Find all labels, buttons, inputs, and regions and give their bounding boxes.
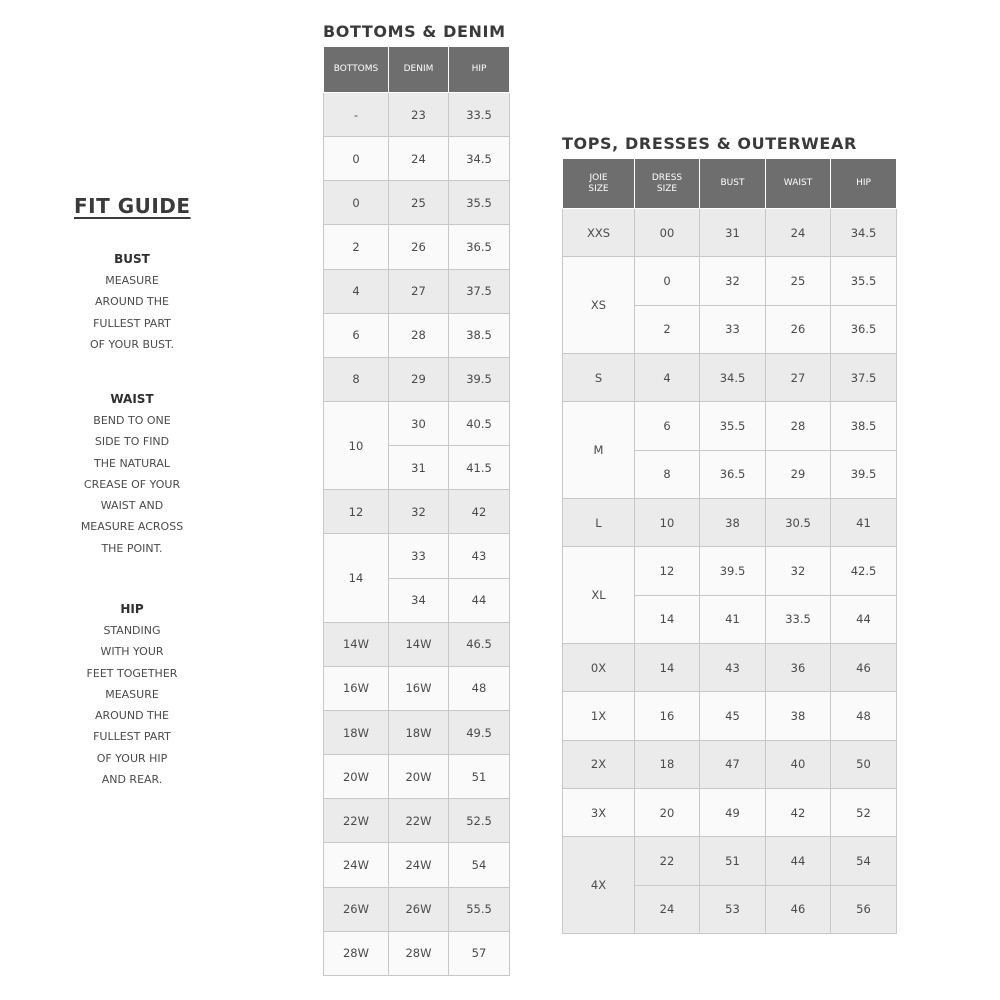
value-cell: 20W <box>389 755 449 799</box>
value-cell: 31 <box>389 446 449 490</box>
value-cell: 22W <box>389 799 449 843</box>
value-cell: 29 <box>766 450 831 498</box>
table-row <box>563 740 897 788</box>
table-row <box>563 692 897 740</box>
value-cell: 51 <box>449 755 510 799</box>
table-row <box>563 498 897 546</box>
value-cell: 46 <box>766 885 831 933</box>
value-cell: 44 <box>831 595 897 643</box>
value-cell: 8 <box>635 450 700 498</box>
value-cell: 54 <box>449 843 510 887</box>
value-cell: 34.5 <box>700 353 766 401</box>
value-cell: 55.5 <box>449 887 510 931</box>
size-cell: XXS <box>563 209 635 257</box>
table-row <box>324 799 510 843</box>
value-cell: 48 <box>831 692 897 740</box>
fit-guide-line: OF YOUR BUST. <box>90 337 174 351</box>
value-cell: 36.5 <box>831 305 897 353</box>
fit-guide-line: AND REAR. <box>101 773 163 787</box>
value-cell: 35.5 <box>700 402 766 450</box>
fit-guide-line: FULLEST PART <box>93 730 171 744</box>
value-cell: 39.5 <box>831 450 897 498</box>
table-row <box>324 666 510 710</box>
table-row <box>324 931 510 975</box>
table-row <box>563 353 897 401</box>
value-cell: 38 <box>766 692 831 740</box>
table-row <box>324 357 510 401</box>
value-cell: 33 <box>389 534 449 578</box>
table-row <box>324 137 510 181</box>
value-cell: 4 <box>635 353 700 401</box>
value-cell: 35.5 <box>831 257 897 305</box>
value-cell: 50 <box>831 740 897 788</box>
value-cell: 30 <box>389 401 449 445</box>
value-cell: 33.5 <box>449 93 510 137</box>
value-cell: 43 <box>449 534 510 578</box>
value-cell: 32 <box>389 490 449 534</box>
value-cell: 35.5 <box>449 181 510 225</box>
bottoms-title: BOTTOMS & DENIM <box>323 22 506 41</box>
value-cell: 36.5 <box>449 225 510 269</box>
value-cell: 40 <box>766 740 831 788</box>
header-row <box>563 159 897 209</box>
value-cell: 16W <box>389 666 449 710</box>
column-header: BOTTOMS <box>324 47 389 93</box>
size-cell: XL <box>563 547 635 644</box>
size-cell: S <box>563 353 635 401</box>
value-cell: 36 <box>766 643 831 691</box>
value-cell: 18W <box>389 710 449 754</box>
fit-guide-line: OF YOUR HIP <box>96 751 168 765</box>
value-cell: 39.5 <box>449 357 510 401</box>
table-row <box>324 534 510 578</box>
value-cell: 20 <box>635 788 700 836</box>
size-cell: - <box>324 93 389 137</box>
fit-guide-line: MEASURE <box>105 274 159 287</box>
table-row <box>324 490 510 534</box>
column-header-line: HIP <box>856 178 871 188</box>
value-cell: 26 <box>766 305 831 353</box>
fit-guide-line: CREASE OF YOUR <box>83 477 181 491</box>
value-cell: 42 <box>449 490 510 534</box>
table-row <box>563 257 897 305</box>
table-row <box>324 887 510 931</box>
table-row <box>324 622 510 666</box>
column-header-line: SIZE <box>588 183 609 194</box>
value-cell: 34.5 <box>449 137 510 181</box>
value-cell: 26W <box>389 887 449 931</box>
fit-guide-line: FULLEST PART <box>93 316 171 330</box>
table-row <box>324 313 510 357</box>
column-header-line: BUST <box>720 178 745 188</box>
column-header-line: SIZE <box>656 183 678 194</box>
size-cell: 24W <box>324 843 389 887</box>
value-cell: 32 <box>766 547 831 595</box>
size-cell: 8 <box>324 357 389 401</box>
table-row <box>324 710 510 754</box>
fit-guide-heading: BUST <box>114 252 150 266</box>
value-cell: 33.5 <box>766 595 831 643</box>
value-cell: 27 <box>766 353 831 401</box>
value-cell: 00 <box>635 209 700 257</box>
column-header <box>831 159 897 209</box>
value-cell: 28 <box>766 402 831 450</box>
fit-guide-line: MEASURE <box>105 687 159 701</box>
table-row <box>563 788 897 836</box>
value-cell: 39.5 <box>700 547 766 595</box>
size-cell: 0X <box>563 643 635 691</box>
value-cell: 36.5 <box>700 450 766 498</box>
value-cell: 28W <box>389 931 449 975</box>
size-cell: 28W <box>324 931 389 975</box>
value-cell: 52 <box>831 788 897 836</box>
fit-guide-title: FIT GUIDE <box>74 194 191 218</box>
tops-size-table <box>562 158 897 934</box>
value-cell: 38.5 <box>449 313 510 357</box>
size-cell: 14W <box>324 622 389 666</box>
fit-guide-line: WAIST AND <box>100 499 164 513</box>
tops-title: TOPS, DRESSES & OUTERWEAR <box>562 134 857 153</box>
value-cell: 30.5 <box>766 498 831 546</box>
column-header <box>700 159 766 209</box>
column-header-line: WAIST <box>783 178 813 188</box>
size-cell: 4X <box>563 837 635 934</box>
size-cell: 2X <box>563 740 635 788</box>
column-header <box>635 159 700 209</box>
value-cell: 16 <box>635 692 700 740</box>
fit-guide-section <box>64 248 200 355</box>
size-cell: 18W <box>324 710 389 754</box>
size-cell: 3X <box>563 788 635 836</box>
value-cell: 45 <box>700 692 766 740</box>
table-row <box>563 209 897 257</box>
value-cell: 41 <box>700 595 766 643</box>
value-cell: 46 <box>831 643 897 691</box>
value-cell: 48 <box>449 666 510 710</box>
column-header-line: DRESS <box>651 172 683 183</box>
table-row <box>324 755 510 799</box>
size-cell: XS <box>563 257 635 354</box>
fit-guide-line: BEND TO ONE <box>93 414 171 427</box>
value-cell: 54 <box>831 837 897 885</box>
fit-guide-line: THE POINT. <box>101 541 163 555</box>
table-row <box>563 643 897 691</box>
column-header <box>766 159 831 209</box>
size-cell: 16W <box>324 666 389 710</box>
value-cell: 56 <box>831 885 897 933</box>
fit-guide-section <box>64 598 200 790</box>
value-cell: 24 <box>766 209 831 257</box>
size-cell: 0 <box>324 137 389 181</box>
value-cell: 10 <box>635 498 700 546</box>
value-cell: 53 <box>700 885 766 933</box>
value-cell: 38 <box>700 498 766 546</box>
column-header: HIP <box>449 47 510 93</box>
value-cell: 44 <box>766 837 831 885</box>
column-header-line: JOIE <box>589 172 608 183</box>
value-cell: 26 <box>389 225 449 269</box>
size-cell: 22W <box>324 799 389 843</box>
size-cell: M <box>563 402 635 499</box>
value-cell: 12 <box>635 547 700 595</box>
size-cell: 4 <box>324 269 389 313</box>
value-cell: 28 <box>389 313 449 357</box>
value-cell: 47 <box>700 740 766 788</box>
value-cell: 52.5 <box>449 799 510 843</box>
bottoms-size-table <box>323 46 510 976</box>
table-row <box>324 269 510 313</box>
value-cell: 14W <box>389 622 449 666</box>
value-cell: 23 <box>389 93 449 137</box>
fit-guide-heading: WAIST <box>110 392 154 406</box>
size-cell: 20W <box>324 755 389 799</box>
value-cell: 6 <box>635 402 700 450</box>
value-cell: 31 <box>700 209 766 257</box>
value-cell: 44 <box>449 578 510 622</box>
value-cell: 33 <box>700 305 766 353</box>
size-cell: 12 <box>324 490 389 534</box>
fit-guide-line: THE NATURAL <box>94 456 170 470</box>
table-row <box>324 225 510 269</box>
value-cell: 25 <box>766 257 831 305</box>
value-cell: 25 <box>389 181 449 225</box>
fit-guide-line: AROUND THE <box>94 295 169 309</box>
size-cell: L <box>563 498 635 546</box>
value-cell: 29 <box>389 357 449 401</box>
table-row <box>324 401 510 445</box>
value-cell: 42 <box>766 788 831 836</box>
value-cell: 37.5 <box>449 269 510 313</box>
value-cell: 34 <box>389 578 449 622</box>
value-cell: 34.5 <box>831 209 897 257</box>
value-cell: 38.5 <box>831 402 897 450</box>
value-cell: 57 <box>449 931 510 975</box>
value-cell: 0 <box>635 257 700 305</box>
value-cell: 49.5 <box>449 710 510 754</box>
fit-guide-line: WITH YOUR <box>100 645 164 659</box>
table-row <box>324 93 510 137</box>
size-cell: 1X <box>563 692 635 740</box>
fit-guide-line: STANDING <box>103 624 161 637</box>
fit-guide-line: MEASURE ACROSS <box>80 520 184 534</box>
value-cell: 18 <box>635 740 700 788</box>
value-cell: 2 <box>635 305 700 353</box>
value-cell: 51 <box>700 837 766 885</box>
size-cell: 6 <box>324 313 389 357</box>
value-cell: 42.5 <box>831 547 897 595</box>
value-cell: 14 <box>635 595 700 643</box>
value-cell: 46.5 <box>449 622 510 666</box>
value-cell: 24 <box>635 885 700 933</box>
value-cell: 24W <box>389 843 449 887</box>
value-cell: 41 <box>831 498 897 546</box>
fit-guide-line: SIDE TO FIND <box>94 435 170 449</box>
value-cell: 32 <box>700 257 766 305</box>
table-row <box>563 547 897 595</box>
value-cell: 49 <box>700 788 766 836</box>
value-cell: 37.5 <box>831 353 897 401</box>
fit-guide-heading: HIP <box>120 602 144 616</box>
value-cell: 43 <box>700 643 766 691</box>
size-cell: 26W <box>324 887 389 931</box>
table-row <box>324 181 510 225</box>
value-cell: 27 <box>389 269 449 313</box>
value-cell: 40.5 <box>449 401 510 445</box>
column-header: DENIM <box>389 47 449 93</box>
size-cell: 2 <box>324 225 389 269</box>
fit-guide-section <box>64 388 200 559</box>
value-cell: 41.5 <box>449 446 510 490</box>
size-cell: 10 <box>324 401 389 489</box>
table-row <box>563 402 897 450</box>
size-cell: 0 <box>324 181 389 225</box>
value-cell: 22 <box>635 837 700 885</box>
column-header <box>563 159 635 209</box>
table-row <box>324 843 510 887</box>
value-cell: 14 <box>635 643 700 691</box>
value-cell: 24 <box>389 137 449 181</box>
fit-guide-line: FEET TOGETHER <box>86 666 178 680</box>
size-cell: 14 <box>324 534 389 622</box>
fit-guide-line: AROUND THE <box>94 709 169 723</box>
header-row <box>324 47 510 93</box>
table-row <box>563 837 897 885</box>
